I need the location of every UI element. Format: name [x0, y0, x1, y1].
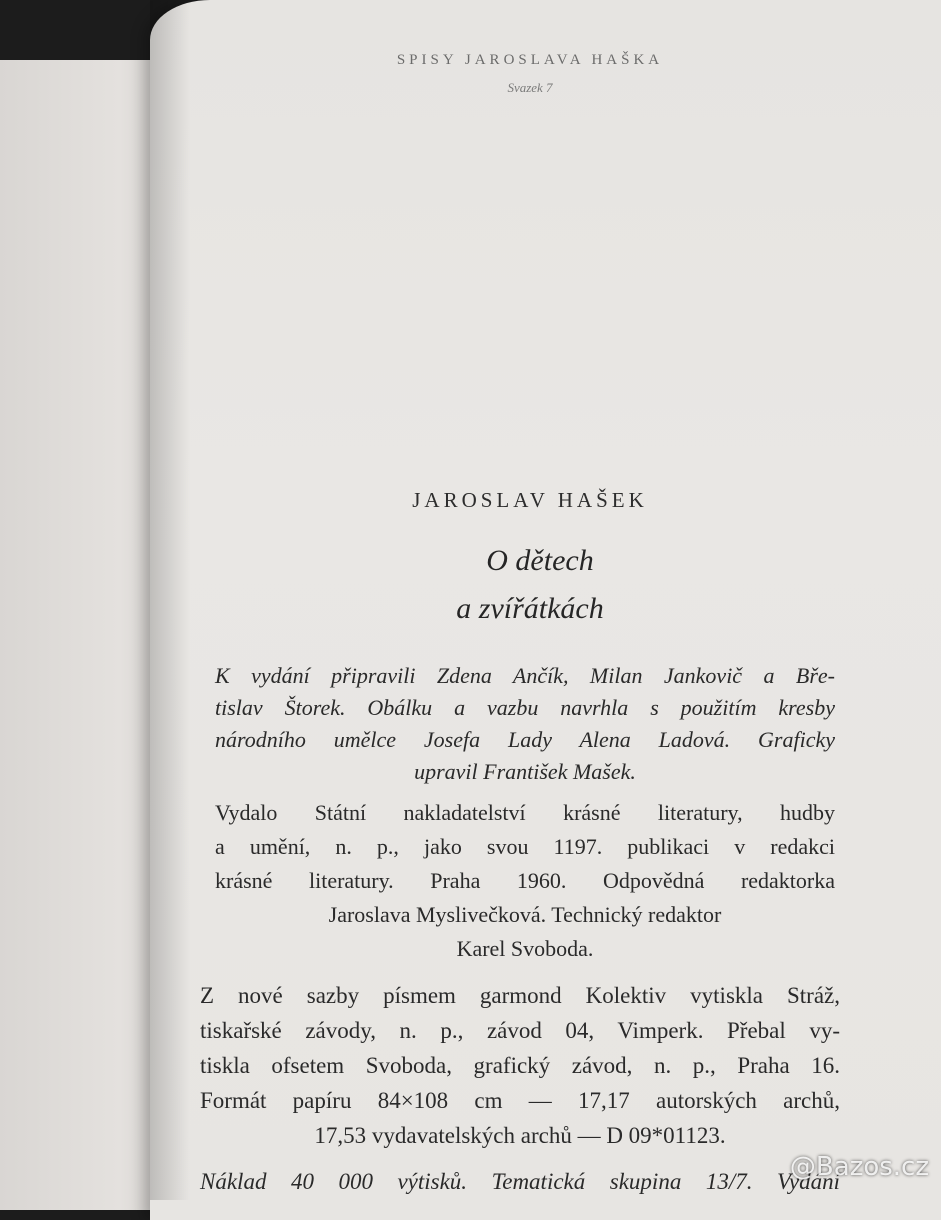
printing-line: Formát papíru 84×108 cm — 17,17 autorských archů, [200, 1088, 840, 1113]
gutter-shadow [150, 0, 190, 1200]
print-run-line [200, 1164, 840, 1199]
printing-line: 17,53 vydavatelských archů — D 09*01123. [314, 1123, 726, 1148]
publisher-line: krásné literatury. Praha 1960. Odpovědná redaktorka [215, 868, 835, 893]
print-run-text: Náklad 40 000 výtisků. Tematická skupina 13/7. Vydání [200, 1169, 840, 1194]
book-title-line-2: a zvířátkách [456, 592, 604, 625]
watermark: @Bazos.cz [789, 1152, 929, 1182]
publisher-line: a umění, n. p., jako svou 1197. publikaci v redakci [215, 834, 835, 859]
publisher-line: Vydalo Státní nakladatelství krásné literatury, hudby [215, 800, 835, 825]
publisher-paragraph [215, 796, 835, 966]
credits-paragraph [215, 660, 835, 788]
publisher-line: Jaroslava Myslivečková. Technický redaktor [328, 902, 722, 927]
printing-line: tiskla ofsetem Svoboda, grafický závod, n. p., Praha 16. [200, 1053, 840, 1078]
credits-line: národního umělce Josefa Lady Alena Ladová. Graficky [215, 727, 835, 752]
credits-line: upravil František Mašek. [414, 759, 636, 784]
book-title-line-1: O dětech [486, 544, 594, 577]
series-title: SPISY JAROSLAVA HAŠKA [396, 52, 664, 68]
credits-line: K vydání připravili Zdena Ančík, Milan Jankovič a Bře- [215, 663, 835, 688]
publisher-line: Karel Svoboda. [456, 936, 594, 961]
credits-line: tislav Štorek. Obálku a vazbu navrhla s použitím kresby [215, 695, 835, 720]
printing-line: tiskařské závody, n. p., závod 04, Vimperk. Přebal vy- [200, 1018, 840, 1043]
author-name: JAROSLAV HAŠEK [412, 488, 648, 512]
volume-number: Svazek 7 [507, 80, 553, 95]
printing-paragraph [200, 978, 840, 1153]
printing-line: Z nové sazby písmem garmond Kolektiv vytiskla Stráž, [200, 983, 840, 1008]
